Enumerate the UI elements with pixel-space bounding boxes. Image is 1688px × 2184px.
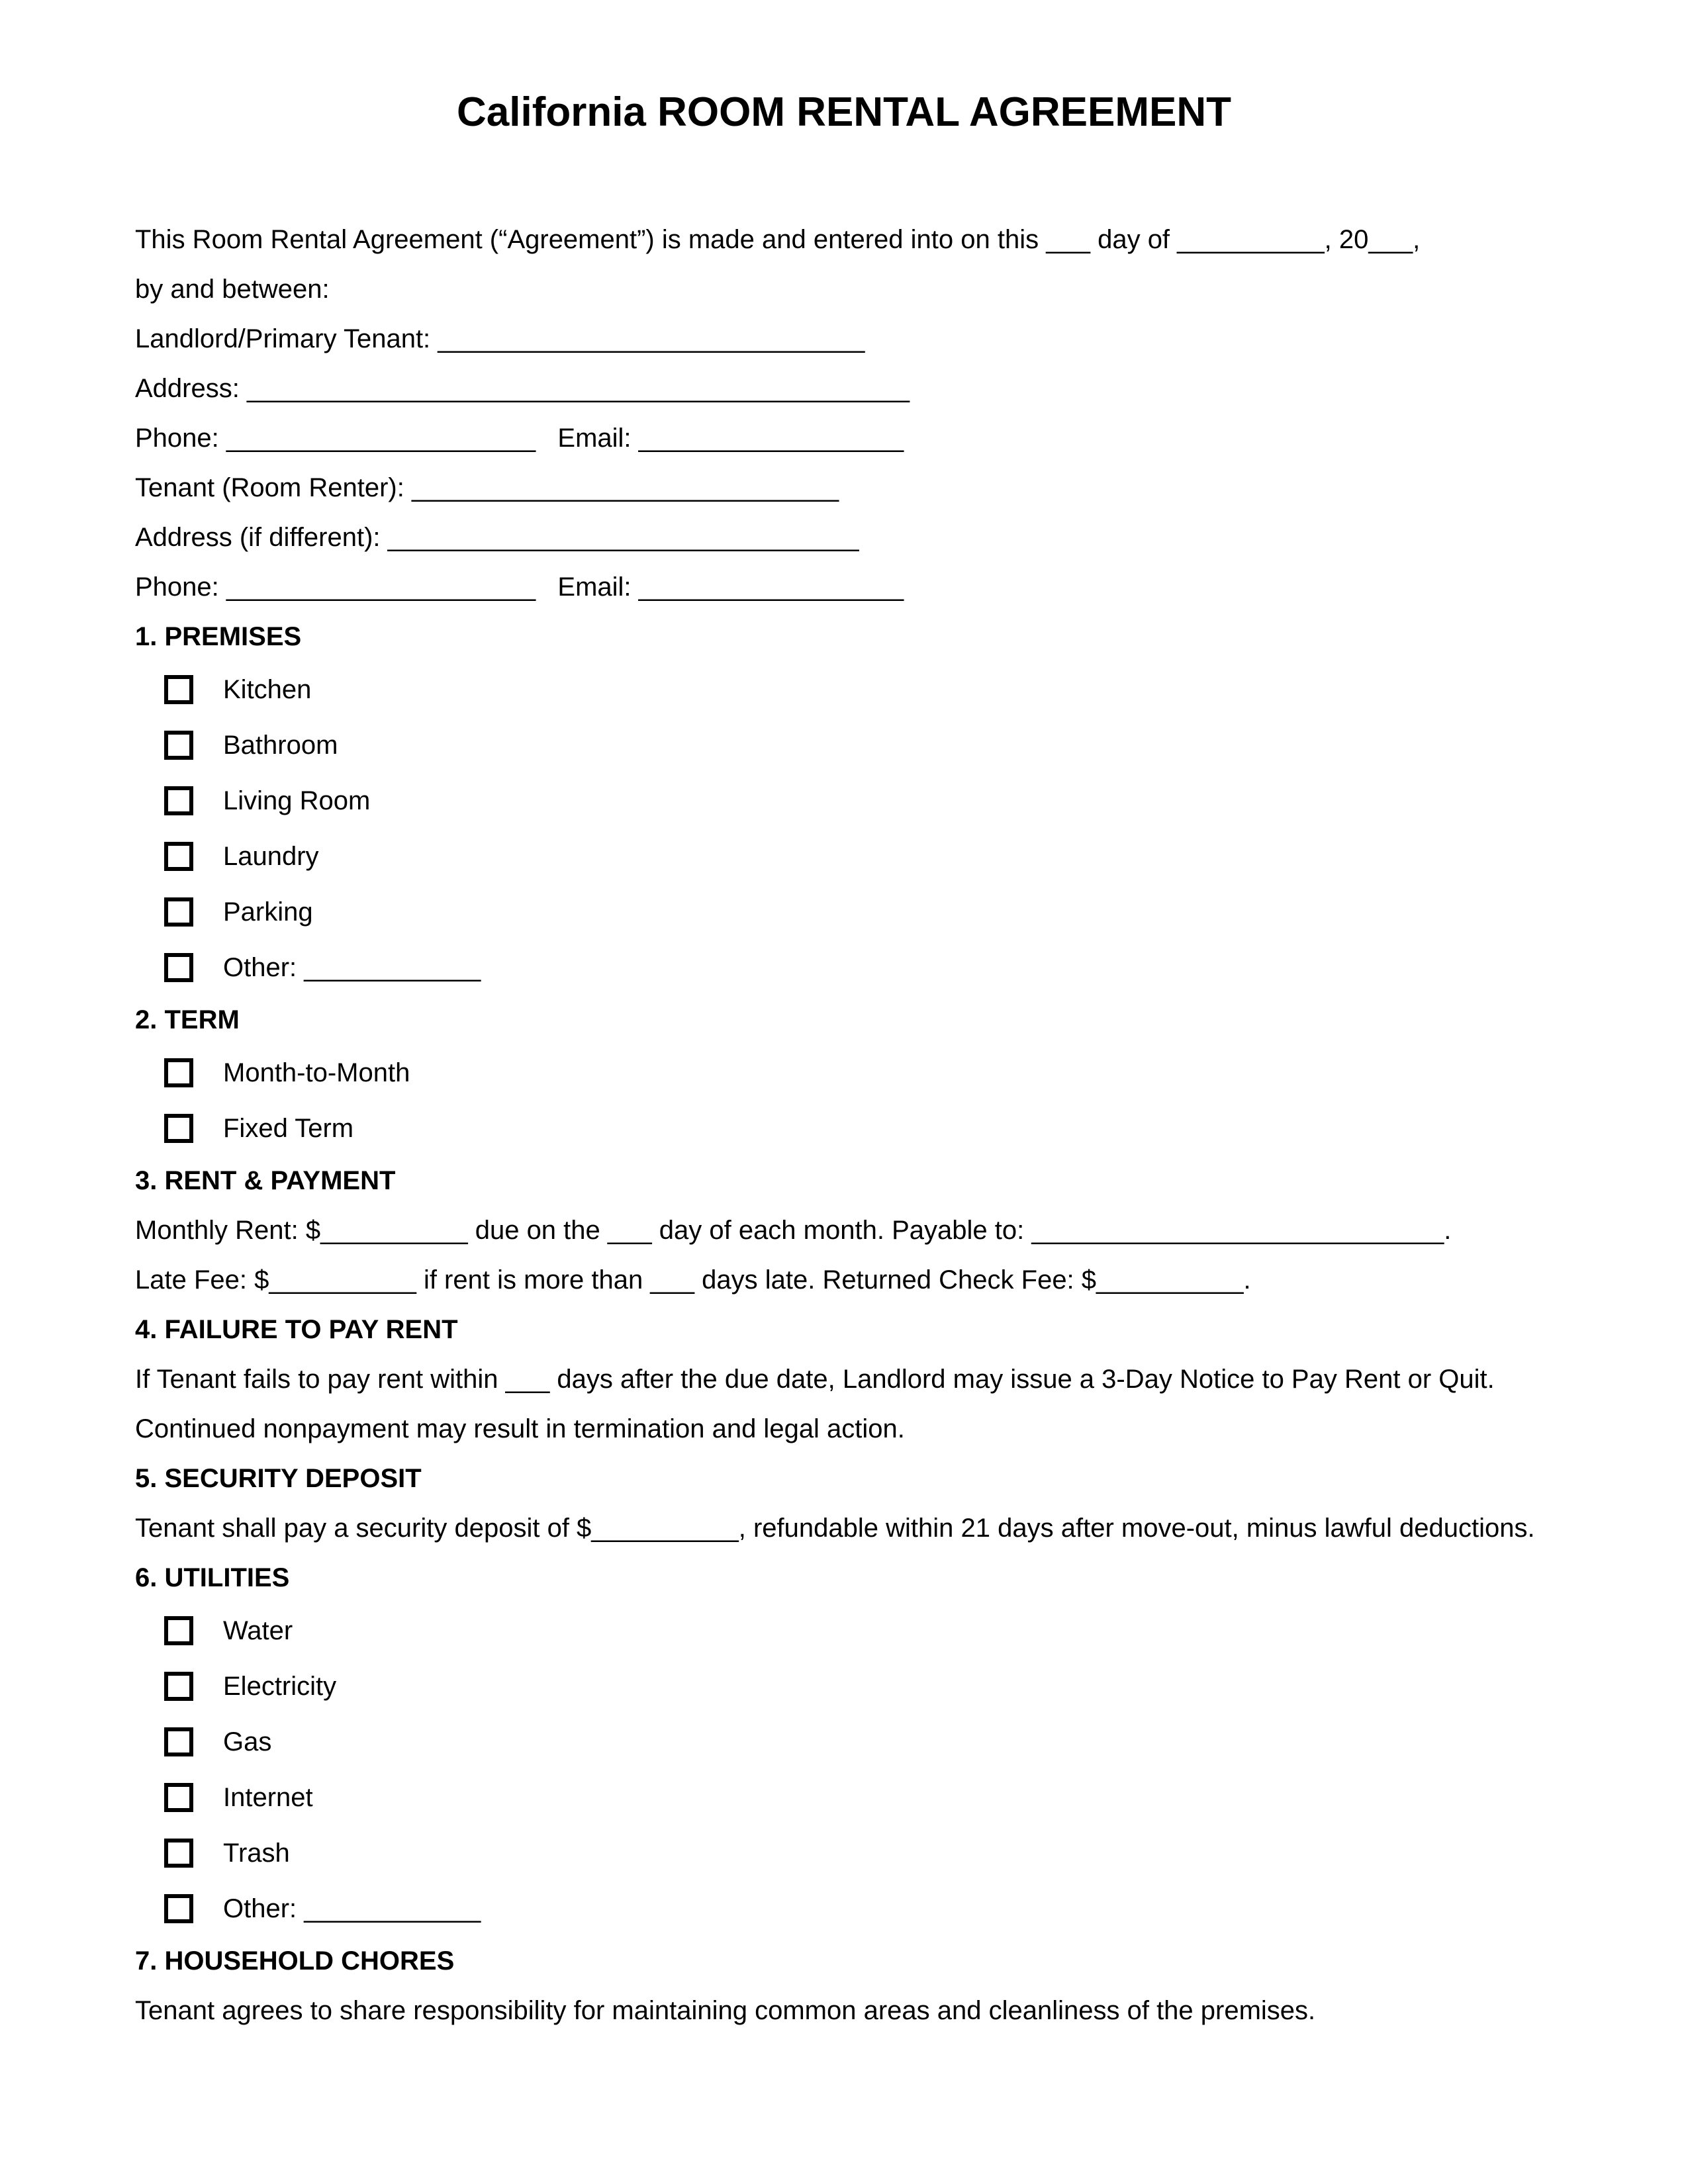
kitchen-checkbox[interactable] bbox=[164, 675, 193, 704]
utilities-other-checkbox[interactable] bbox=[164, 1894, 193, 1923]
tenant-address-field: Address (if different): ________________________________ bbox=[135, 523, 859, 552]
failure-to-pay-line-1: If Tenant fails to pay rent within ___ days after the due date, Landlord may issue a 3-Day Notice to Pay Rent or Quit. bbox=[135, 1365, 1495, 1394]
premises-option-laundry bbox=[135, 829, 1553, 884]
landlord-address-field: Address: _____________________________________________ bbox=[135, 374, 910, 403]
intro-line-1: This Room Rental Agreement (“Agreement”) is made and entered into on this ___ day of __________, 20___, bbox=[135, 225, 1421, 254]
utilities-other-checkbox-label: Other: ____________ bbox=[223, 1893, 481, 1923]
trash-checkbox[interactable] bbox=[164, 1839, 193, 1868]
premises-option-kitchen bbox=[135, 662, 1553, 717]
section-heading-failure-to-pay: 4. FAILURE TO PAY RENT bbox=[135, 1315, 458, 1344]
document-body bbox=[135, 215, 1553, 2036]
premises-other-checkbox[interactable] bbox=[164, 953, 193, 982]
month-to-month-checkbox[interactable] bbox=[164, 1058, 193, 1087]
term-option-fixed-term bbox=[135, 1101, 1553, 1156]
landlord-phone-email-field: Phone: _____________________ Email: __________________ bbox=[135, 424, 904, 453]
landlord-name-field: Landlord/Primary Tenant: _____________________________ bbox=[135, 324, 865, 353]
living-room-checkbox[interactable] bbox=[164, 786, 193, 815]
premises-option-parking bbox=[135, 884, 1553, 940]
premises-option-other bbox=[135, 940, 1553, 995]
kitchen-checkbox-label: Kitchen bbox=[223, 674, 312, 704]
water-checkbox[interactable] bbox=[164, 1616, 193, 1645]
late-fee-line: Late Fee: $__________ if rent is more than ___ days late. Returned Check Fee: $__________. bbox=[135, 1265, 1251, 1295]
utilities-option-internet bbox=[135, 1770, 1553, 1825]
internet-checkbox[interactable] bbox=[164, 1783, 193, 1812]
internet-checkbox-label: Internet bbox=[223, 1782, 313, 1812]
laundry-checkbox-label: Laundry bbox=[223, 841, 319, 871]
utilities-option-electricity bbox=[135, 1659, 1553, 1714]
section-heading-premises: 1. PREMISES bbox=[135, 622, 302, 651]
section-heading-rent-payment: 3. RENT & PAYMENT bbox=[135, 1166, 396, 1195]
trash-checkbox-label: Trash bbox=[223, 1838, 290, 1868]
intro-line-2: by and between: bbox=[135, 275, 330, 304]
premises-option-living-room bbox=[135, 773, 1553, 829]
bathroom-checkbox-label: Bathroom bbox=[223, 730, 338, 760]
bathroom-checkbox[interactable] bbox=[164, 731, 193, 760]
tenant-phone-email-field: Phone: _____________________ Email: __________________ bbox=[135, 572, 904, 602]
tenant-name-field: Tenant (Room Renter): _____________________________ bbox=[135, 473, 839, 502]
living-room-checkbox-label: Living Room bbox=[223, 786, 371, 815]
gas-checkbox[interactable] bbox=[164, 1727, 193, 1756]
premises-other-checkbox-label: Other: ____________ bbox=[223, 952, 481, 982]
utilities-option-other bbox=[135, 1881, 1553, 1936]
security-deposit-line: Tenant shall pay a security deposit of $__________, refundable within 21 days after move-out, minus lawful deductions. bbox=[135, 1514, 1535, 1543]
household-chores-line: Tenant agrees to share responsibility for maintaining common areas and cleanliness of the premises. bbox=[135, 1996, 1316, 2025]
utilities-option-gas bbox=[135, 1714, 1553, 1770]
electricity-checkbox[interactable] bbox=[164, 1672, 193, 1701]
parking-checkbox-label: Parking bbox=[223, 897, 313, 927]
fixed-term-checkbox[interactable] bbox=[164, 1114, 193, 1143]
utilities-option-water bbox=[135, 1603, 1553, 1659]
premises-option-bathroom bbox=[135, 717, 1553, 773]
failure-to-pay-line-2: Continued nonpayment may result in termination and legal action. bbox=[135, 1414, 905, 1443]
section-heading-utilities: 6. UTILITIES bbox=[135, 1563, 290, 1592]
water-checkbox-label: Water bbox=[223, 1615, 293, 1645]
utilities-option-trash bbox=[135, 1825, 1553, 1881]
monthly-rent-line: Monthly Rent: $__________ due on the ___ day of each month. Payable to: ____________________________. bbox=[135, 1216, 1452, 1245]
page-title: California ROOM RENTAL AGREEMENT bbox=[456, 89, 1231, 135]
electricity-checkbox-label: Electricity bbox=[223, 1671, 337, 1701]
term-option-month-to-month bbox=[135, 1045, 1553, 1101]
laundry-checkbox[interactable] bbox=[164, 842, 193, 871]
month-to-month-checkbox-label: Month-to-Month bbox=[223, 1058, 410, 1087]
gas-checkbox-label: Gas bbox=[223, 1727, 272, 1756]
section-heading-term: 2. TERM bbox=[135, 1005, 240, 1034]
section-heading-household-chores: 7. HOUSEHOLD CHORES bbox=[135, 1946, 455, 1976]
fixed-term-checkbox-label: Fixed Term bbox=[223, 1113, 354, 1143]
section-heading-security-deposit: 5. SECURITY DEPOSIT bbox=[135, 1464, 422, 1493]
parking-checkbox[interactable] bbox=[164, 897, 193, 927]
